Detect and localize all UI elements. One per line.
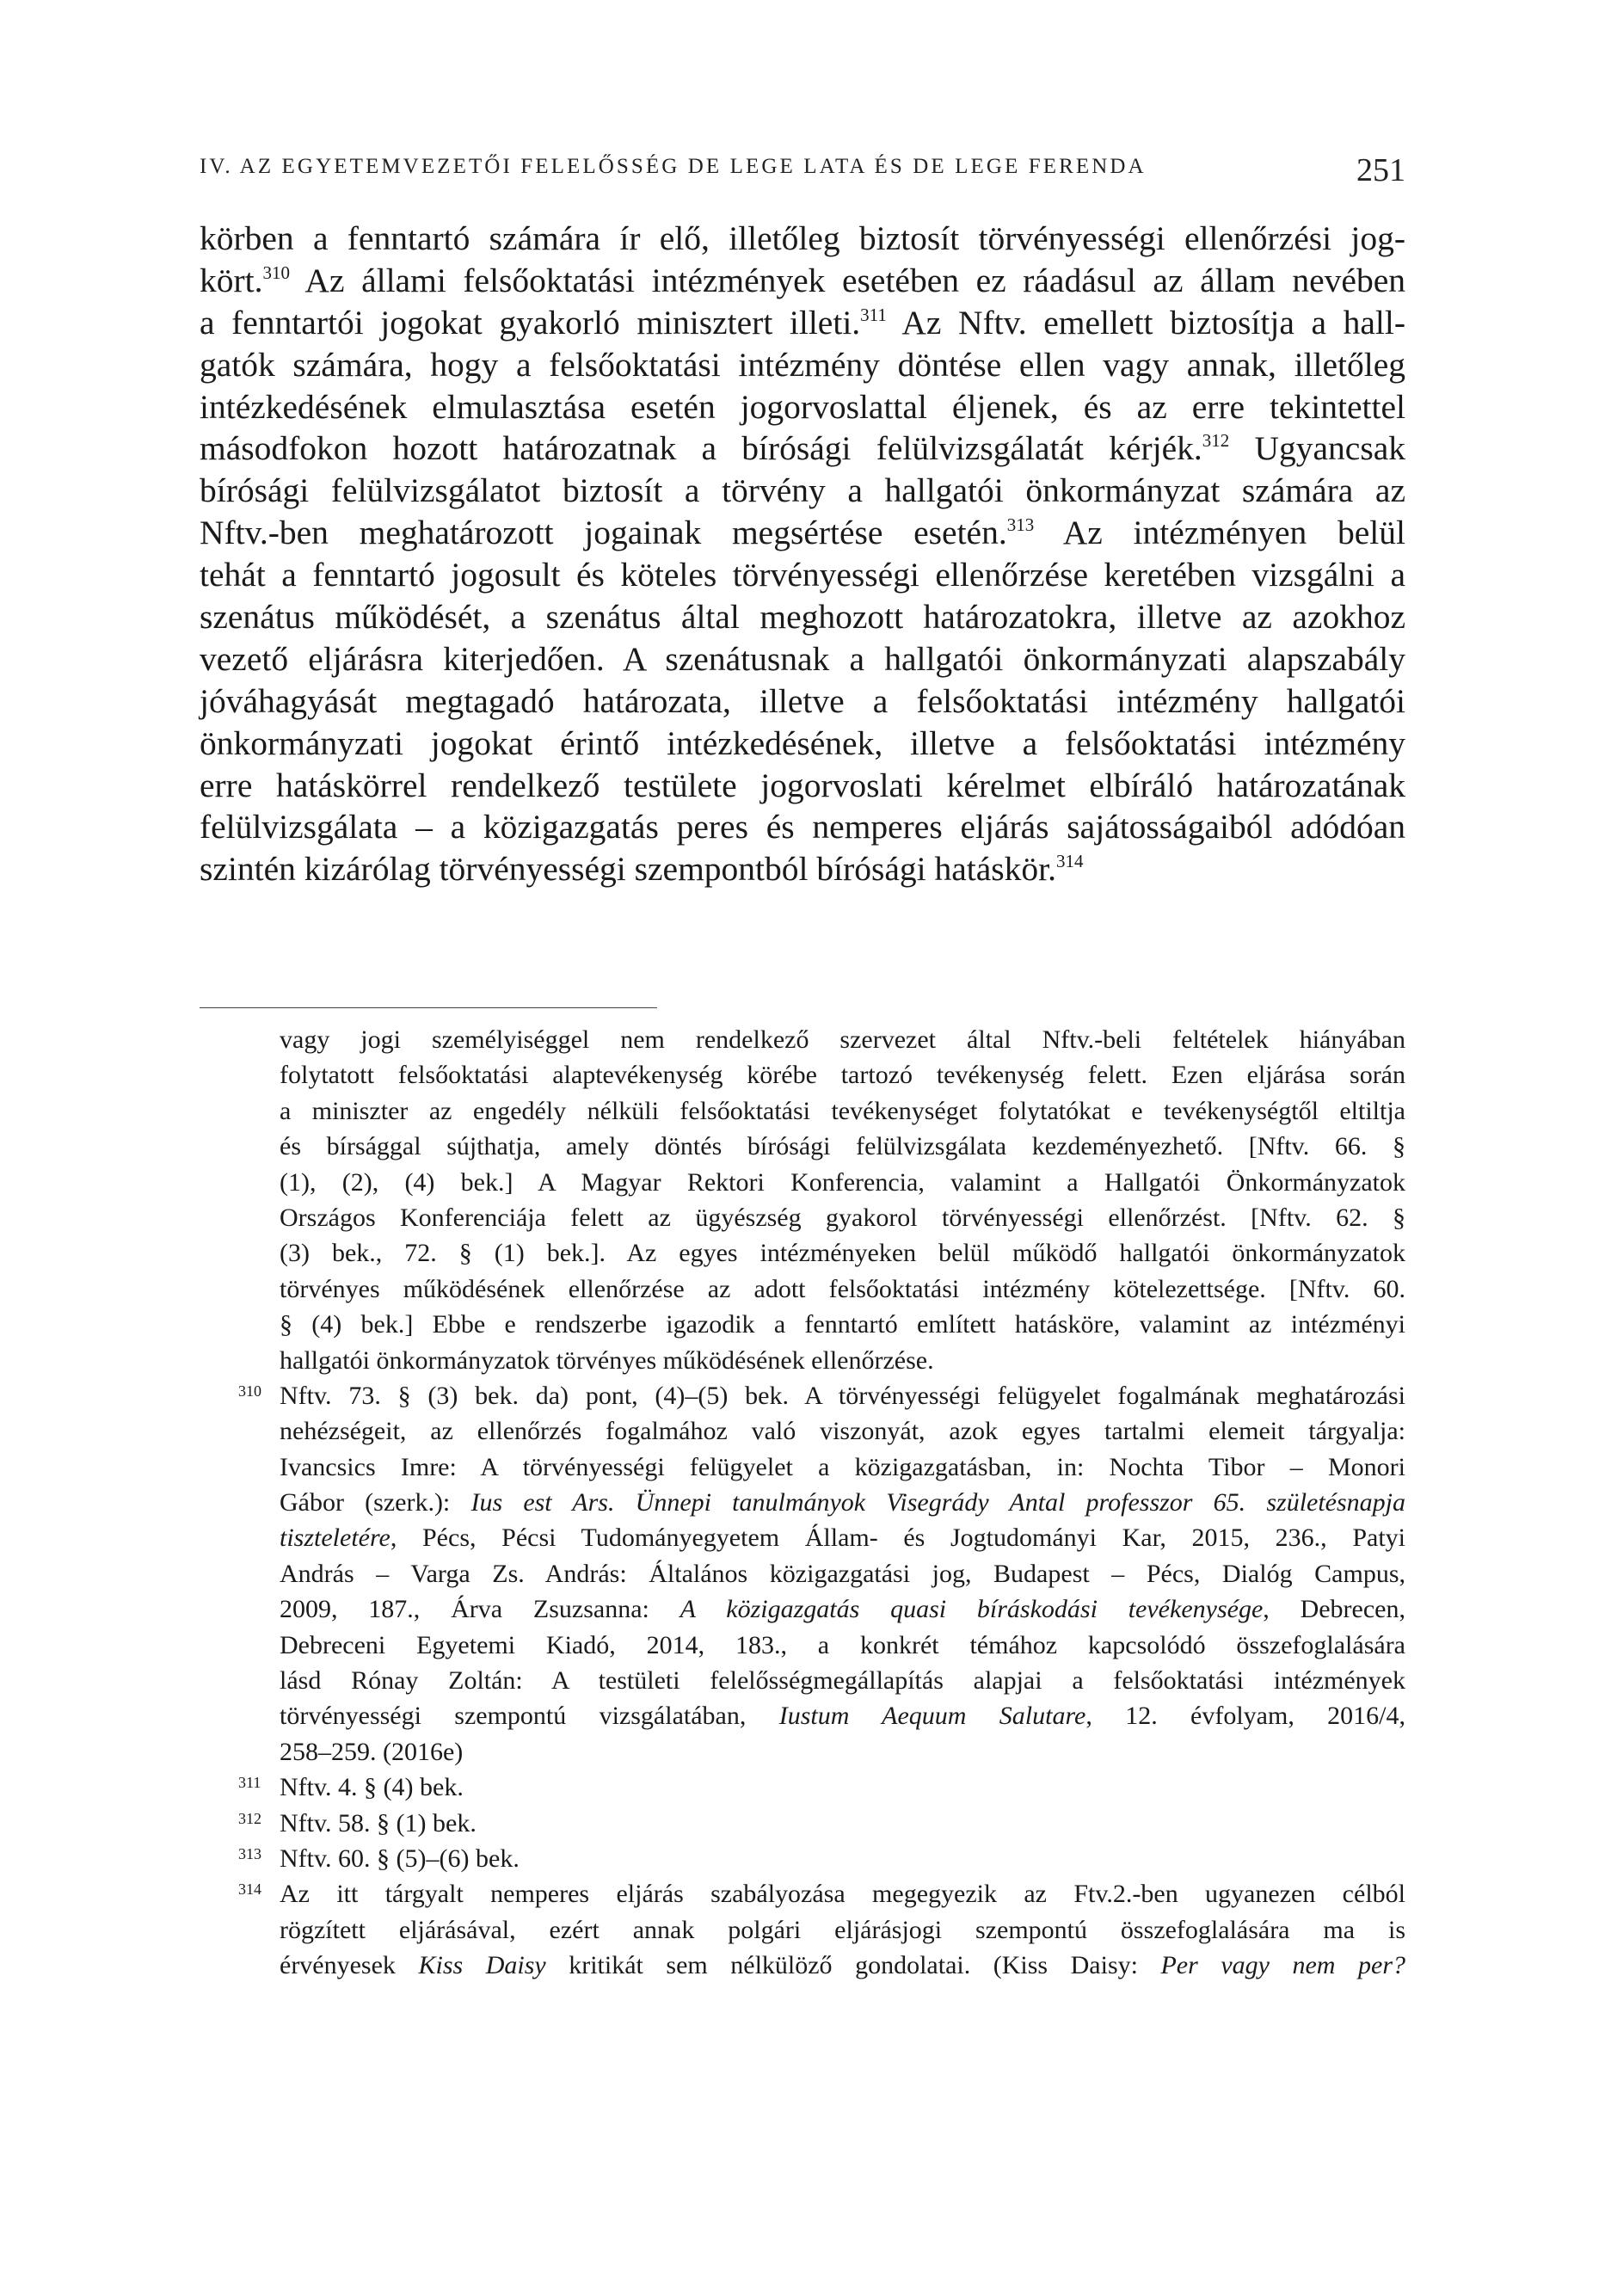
running-header — [200, 151, 1405, 189]
body-text-line: tehát a fenntartó jogosult és köteles törvényességi ellenőrzése keretében vizsgálni a — [200, 556, 1405, 594]
footnote-line: (1), (2), (4) bek.] A Magyar Rektori Konferencia, valamint a Hallgatói Önkormányzatok — [280, 1167, 1405, 1197]
body-text-line: körben a fenntartó számára ír elő, illetőleg biztosít törvényességi ellenőrzési jog- — [200, 219, 1405, 257]
footnote-311 — [238, 1770, 1405, 1805]
footnote-number: 310 — [238, 1382, 261, 1400]
footnote-reference[interactable]: 311 — [860, 304, 887, 325]
footnotes-section — [238, 1022, 1405, 1984]
footnote-314 — [238, 1876, 1405, 1983]
footnote-line: Nftv. 58. § (1) bek. — [280, 1808, 477, 1837]
footnote-313 — [238, 1841, 1405, 1876]
footnote-line: Országos Konferenciája felett az ügyészség gyakorol törvényességi ellenőrzést. [Nftv. 62. § — [280, 1203, 1405, 1232]
body-text-line: intézkedésének elmulasztása esetén jogorvoslattal éljenek, és az erre tekintettel — [200, 387, 1405, 426]
footnote-number: 311 — [238, 1774, 261, 1792]
footnote-line: törvényességi szempontú vizsgálatában, Iustum Aequum Salutare, 12. évfolyam, 2016/4, — [280, 1702, 1405, 1731]
footnote-number: 313 — [238, 1844, 261, 1862]
footnote-line: 258–259. (2016e) — [280, 1737, 464, 1766]
footnote-line: Nftv. 4. § (4) bek. — [280, 1773, 464, 1802]
footnote-line: Debreceni Egyetemi Kiadó, 2014, 183., a konkrét témához kapcsolódó összefoglalására — [280, 1630, 1405, 1659]
body-text-line: jóváhagyását megtagadó határozata, illetve a felsőoktatási intézmény hallgatói — [200, 681, 1405, 720]
footnote-line: rögzített eljárásával, ezért annak polgári eljárásjogi szempontú összefoglalására ma is — [280, 1915, 1405, 1944]
footnote-line: hallgatói önkormányzatok törvényes működésének ellenőrzése. — [280, 1345, 934, 1375]
footnote-continuation — [238, 1022, 1405, 1378]
footnote-reference[interactable]: 313 — [1006, 514, 1035, 536]
footnote-line: Gábor (szerk.): Ius est Ars. Ünnepi tanulmányok Visegrády Antal professzor 65. születésnapja — [280, 1488, 1405, 1517]
body-text-line: vezető eljárásra kiterjedően. A szenátusnak a hallgatói önkormányzati alapszabály — [200, 639, 1405, 678]
italic-title: Kiss Daisy — [418, 1951, 546, 1980]
footnote-separator-rule — [200, 1007, 657, 1008]
footnote-line: nehézségeit, az ellenőrzés fogalmához való viszonyát, azok egyes tartalmi elemeit tárgyalja: — [280, 1417, 1405, 1446]
footnote-line: Nftv. 60. § (5)–(6) bek. — [280, 1844, 520, 1873]
italic-title: Ius est Ars. Ünnepi tanulmányok Visegrády Antal professzor 65. születésnapja — [470, 1488, 1405, 1517]
body-text-line: felülvizsgálata – a közigazgatás peres és nemperes eljárás sajátosságaiból adódóan — [200, 808, 1405, 846]
italic-title: Iustum Aequum Salutare — [778, 1702, 1086, 1731]
footnote-line: tiszteletére, Pécs, Pécsi Tudományegyetem Állam- és Jogtudományi Kar, 2015, 236., Patyi — [280, 1523, 1405, 1553]
footnote-line: Az itt tárgyalt nemperes eljárás szabályozása megegyezik az Ftv.2.-ben ugyanezen célból — [280, 1880, 1405, 1909]
italic-title: tiszteletére — [280, 1523, 390, 1553]
body-text-line: önkormányzati jogokat érintő intézkedésének, illetve a felsőoktatási intézmény — [200, 723, 1405, 762]
footnote-line: lásd Rónay Zoltán: A testületi felelősségmegállapítás alapjai a felsőoktatási intézmények — [280, 1666, 1405, 1696]
footnote-line: törvényes működésének ellenőrzése az adott felsőoktatási intézmény kötelezettsége. [Nftv. 60. — [280, 1274, 1405, 1303]
footnote-310 — [238, 1378, 1405, 1770]
body-text-line: másodfokon hozott határozatnak a bírósági felülvizsgálatát kérjék.$^{312}$ Ugyancsak — [200, 429, 1405, 468]
running-title: IV. AZ EGYETEMVEZETŐI FELELŐSSÉG DE LEGE LATA ÉS DE LEGE FERENDA — [200, 155, 1147, 178]
footnote-line: Nftv. 73. § (3) bek. da) pont, (4)–(5) bek. A törvényességi felügyelet fogalmának meghatározási — [280, 1381, 1405, 1410]
italic-title: A közigazgatás quasi bíráskodási tevékenysége — [680, 1595, 1264, 1624]
footnote-line: § (4) bek.] Ebbe e rendszerbe igazodik a fenntartó említett hatásköre, valamint az intézményi — [280, 1310, 1405, 1339]
footnote-number: 314 — [238, 1881, 261, 1899]
body-text-line: szenátus működését, a szenátus által meghozott határozatokra, illetve az azokhoz — [200, 598, 1405, 637]
main-body-text — [200, 218, 1405, 890]
italic-title: Per vagy nem per? — [1160, 1951, 1405, 1980]
footnote-line: érvényesek Kiss Daisy kritikát sem nélkülöző gondolatai. (Kiss Daisy: Per vagy nem per? — [280, 1951, 1405, 1980]
body-text-line: kört.$^{310}$ Az állami felsőoktatási intézmények esetében ez ráadásul az állam nevében — [200, 261, 1405, 299]
footnote-line: a miniszter az engedély nélküli felsőoktatási tevékenységet folytatókat e tevékenységtől eltiltja — [280, 1096, 1405, 1125]
footnote-number: 312 — [238, 1809, 261, 1827]
body-text-line: bírósági felülvizsgálatot biztosít a törvény a hallgatói önkormányzat számára az — [200, 471, 1405, 510]
page-number: 251 — [1356, 152, 1405, 188]
body-text-line: Nftv.-ben meghatározott jogainak megsértése esetén.$^{313}$ Az intézményen belül — [200, 514, 1405, 552]
body-text-line: gatók számára, hogy a felsőoktatási intézmény döntése ellen vagy annak, illetőleg — [200, 345, 1405, 384]
body-text-line: erre hatáskörrel rendelkező testülete jogorvoslati kérelmet elbíráló határozatának — [200, 766, 1405, 804]
footnote-line: folytatott felsőoktatási alaptevékenység körébe tartozó tevékenység felett. Ezen eljárása során — [280, 1061, 1405, 1090]
footnote-line: 2009, 187., Árva Zsuzsanna: A közigazgatás quasi bíráskodási tevékenysége, Debrecen, — [280, 1595, 1405, 1624]
footnote-312 — [238, 1806, 1405, 1841]
body-text-line: a fenntartói jogokat gyakorló minisztert illeti.$^{311}$ Az Nftv. emellett biztosítja a hall- — [200, 303, 1405, 342]
footnote-line: András – Varga Zs. András: Általános közigazgatási jog, Budapest – Pécs, Dialóg Campus, — [280, 1559, 1405, 1588]
footnote-line: vagy jogi személyiséggel nem rendelkező szervezet által Nftv.-beli feltételek hiányában — [280, 1025, 1405, 1054]
footnote-line: és bírsággal sújthatja, amely döntés bírósági felülvizsgálata kezdeményezhető. [Nftv. 66. § — [280, 1132, 1405, 1161]
footnote-reference[interactable]: 310 — [262, 262, 291, 283]
footnote-line: (3) bek., 72. § (1) bek.]. Az egyes intézményeken belül működő hallgatói önkormányzatok — [280, 1239, 1405, 1268]
body-text-line: szintén kizárólag törvényességi szempontból bírósági hatáskör.$^{314}$ — [200, 850, 1084, 889]
footnote-reference[interactable]: 314 — [1056, 851, 1084, 872]
footnote-line: Ivancsics Imre: A törvényességi felügyelet a közigazgatásban, in: Nochta Tibor – Monori — [280, 1452, 1405, 1481]
footnote-reference[interactable]: 312 — [1202, 430, 1230, 452]
